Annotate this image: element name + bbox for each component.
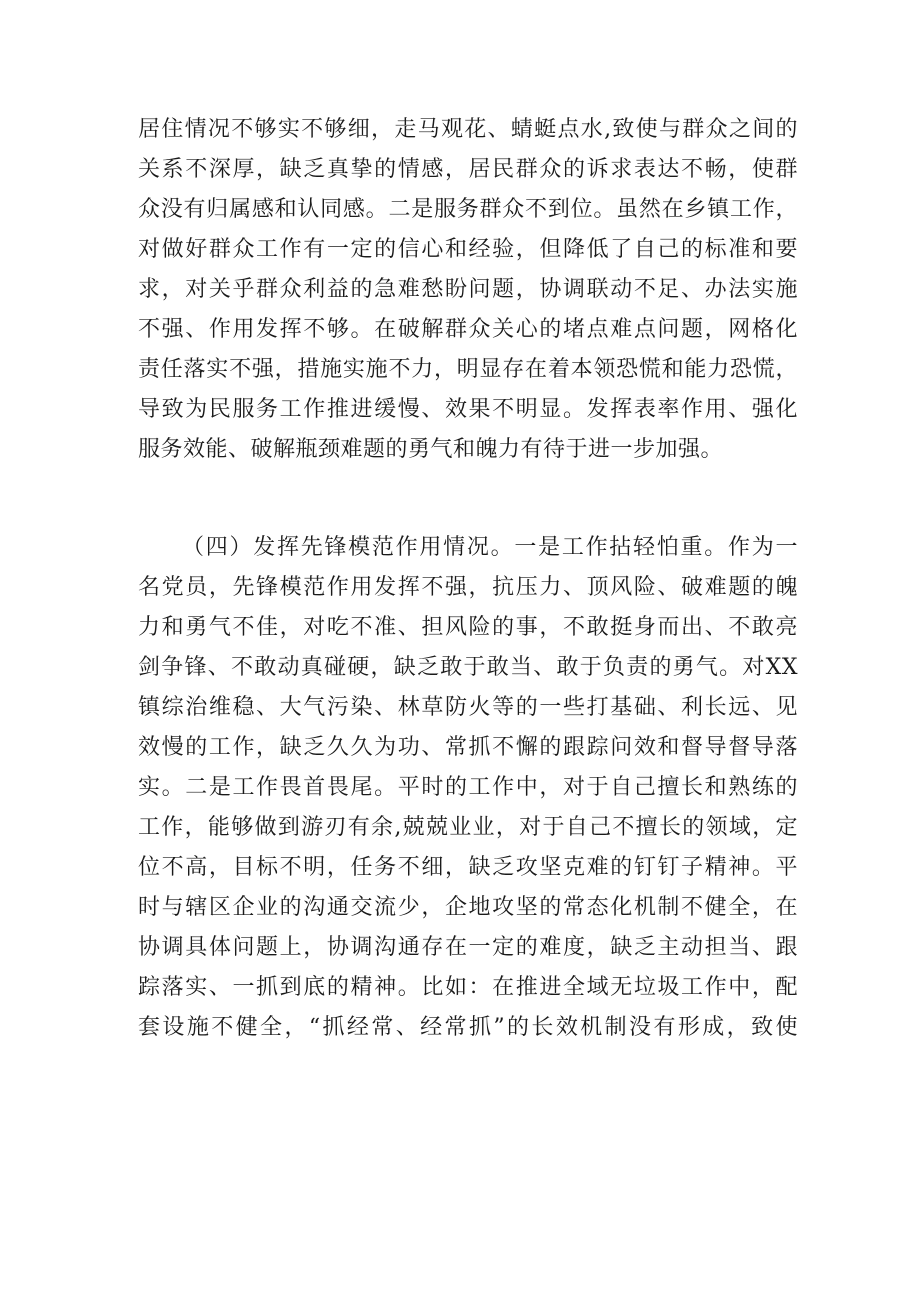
text-line: 工作，能够做到游刃有余,兢兢业业，对于自己不擅长的领域，定 (138, 815, 798, 840)
text-line: 居住情况不够实不够细，走马观花、蜻蜓点水,致使与群众之间的 (138, 117, 798, 142)
text-line: 不强、作用发挥不够。在破解群众关心的堵点难点问题，网格化 (138, 317, 798, 342)
paragraph-vanguard-role (138, 528, 798, 1048)
text-line: 对做好群众工作有一定的信心和经验，但降低了自己的标准和要 (138, 237, 798, 262)
paragraph-service-masses (138, 110, 798, 470)
text-line: 导致为民服务工作推进缓慢、效果不明显。发挥表率作用、强化 (138, 397, 798, 422)
text-line: 实。二是工作畏首畏尾。平时的工作中，对于自己擅长和熟练的 (138, 775, 798, 800)
text-line: 求，对关乎群众利益的急难愁盼问题，协调联动不足、办法实施 (138, 277, 798, 302)
text-line: 名党员，先锋模范作用发挥不强，抗压力、顶风险、破难题的魄 (138, 575, 798, 600)
text-line: 镇综治维稳、大气污染、林草防火等的一些打基础、利长远、见 (138, 695, 798, 720)
text-line: 时与辖区企业的沟通交流少，企地攻坚的常态化机制不健全，在 (138, 895, 798, 920)
section-heading-line: （四）发挥先锋模范作用情况。一是工作拈轻怕重。作为一 (182, 535, 798, 560)
text-line: 力和勇气不佳，对吃不准、担风险的事，不敢挺身而出、不敢亮 (138, 615, 798, 640)
text-line: 协调具体问题上，协调沟通存在一定的难度，缺乏主动担当、跟 (138, 935, 798, 960)
text-line: 踪落实、一抓到底的精神。比如：在推进全域无垃圾工作中，配 (138, 975, 798, 1000)
text-line: 服务效能、破解瓶颈难题的勇气和魄力有待于进一步加强。 (138, 437, 724, 462)
text-line: 剑争锋、不敢动真碰硬，缺乏敢于敢当、敢于负责的勇气。对XX (138, 655, 798, 680)
text-line: 套设施不健全，“抓经常、经常抓”的长效机制没有形成，致使 (138, 1015, 798, 1040)
text-line: 关系不深厚，缺乏真挚的情感，居民群众的诉求表达不畅，使群 (138, 157, 798, 182)
text-line: 位不高，目标不明，任务不细，缺乏攻坚克难的钉钉子精神。平 (138, 855, 798, 880)
text-line: 责任落实不强，措施实施不力，明显存在着本领恐慌和能力恐慌， (138, 357, 798, 382)
text-line: 效慢的工作，缺乏久久为功、常抓不懈的跟踪问效和督导督导落 (138, 735, 798, 760)
text-line: 众没有归属感和认同感。二是服务群众不到位。虽然在乡镇工作， (138, 197, 798, 222)
